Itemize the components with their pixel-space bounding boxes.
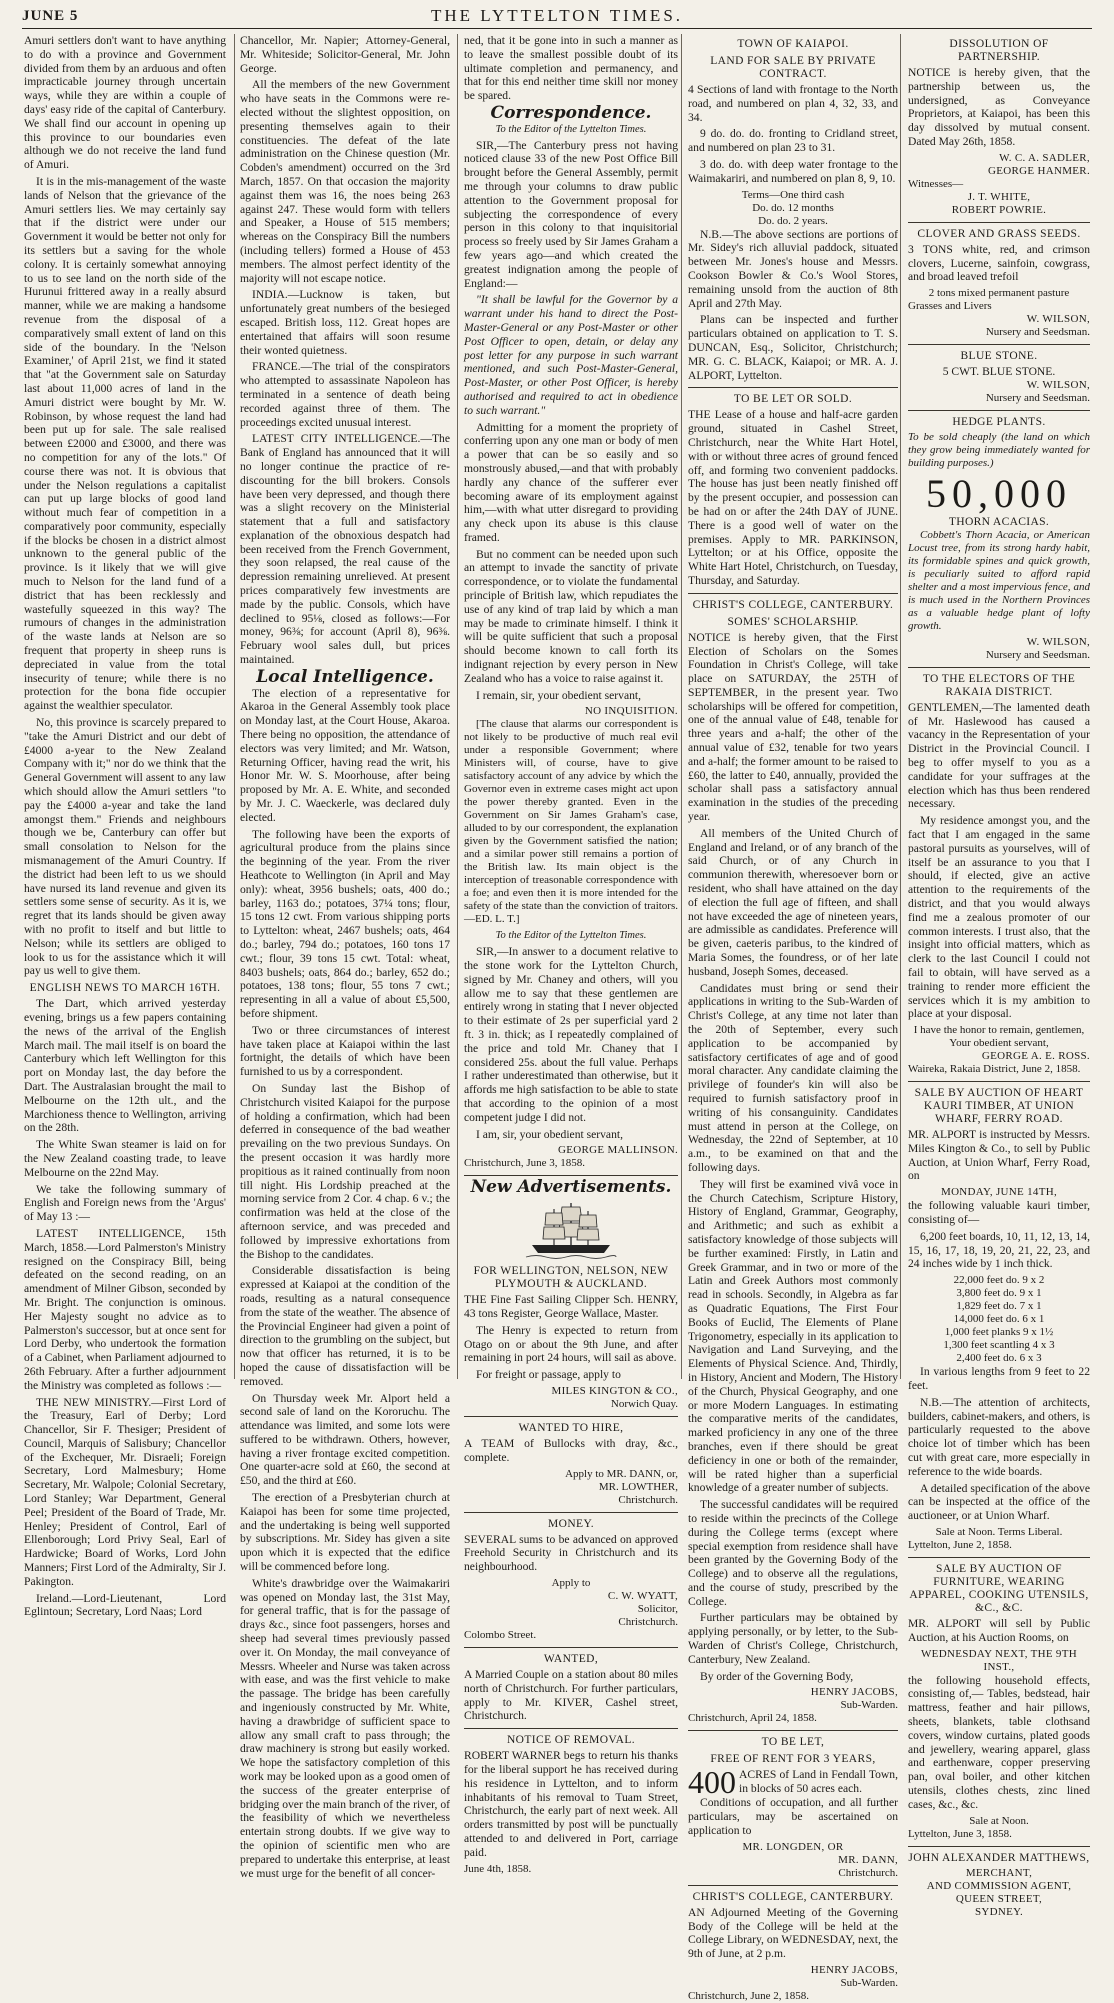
- ad-text: Sale at Noon.: [969, 1814, 1029, 1827]
- letter-date: Christchurch, June 3, 1858.: [464, 1157, 585, 1170]
- ad-heading: SALE BY AUCTION OF FURNITURE, WEARING APPAREL, COOKING UTENSILS, &C., &C.: [909, 1563, 1089, 1615]
- ad-text: THE Fine Fast Sailing Clipper Sch. HENRY, 43 tons Register, George Wallace, Master.: [464, 1293, 678, 1320]
- article-paragraph: We take the following summary of English and Foreign news from the 'Argus' of May 13 :—: [24, 1182, 226, 1224]
- ad-text: A TEAM of Bullocks with dray, &c., complete.: [464, 1436, 678, 1464]
- ad-text: The successful candidates will be required to reside within the precincts of the College during the College terms (except where special exemption from residence shall have been granted by the Governing Body of the College) and to observe all the regulations, and the course of study, prescribed by the College.: [688, 1498, 898, 1608]
- ad-date: June 4th, 1858.: [464, 1862, 532, 1875]
- ad-text: NOTICE is hereby given, that the First Election of Scholars on the Somes Foundation in Christ's College, will take place on SATURDAY, the 25TH of SEPTEMBER, in the present year. Two scholarships will be offered for competition, one of the annual value of £48, tenable for three years and a-half; the other of the annual value of £32, tenable for two years and a-half; the former amount to be raised to £60, the latter to £40, annually, provided the scholar shall pass a satisfactory annual examination in the studies of the preceding year.: [688, 630, 898, 824]
- ad-terms: Do. do. 12 months: [752, 201, 834, 214]
- ad-terms: Do. do. 2 years.: [758, 214, 828, 227]
- ad-signature: ROBERT POWRIE.: [951, 203, 1047, 216]
- letter-closing: I remain, sir, your obedient servant,: [476, 688, 642, 702]
- ad-big-number: 400: [688, 1764, 736, 1801]
- letter-paragraph: But no comment can be needed upon such an attempt to invade the sanctity of private correspondence, or to violate the fundamental principle of British law, which repudiates the use of any kind of trap laid by which a man may be made to criminate himself. I think it will be quite sufficient that such a proposal should become known to call forth its indignant rejection by every person in New Zealand who has a voice to raise against it.: [464, 547, 678, 685]
- ad-subheading: LAND FOR SALE BY PRIVATE CONTRACT.: [710, 55, 876, 80]
- ad-text: N.B.—The attention of architects, builders, cabinet-makers, and others, is particularly requested to the above choice lot of timber which has been cut with great care, more especially in reference to the wide boards.: [908, 1395, 1090, 1478]
- ad-text: the following valuable kauri timber, consisting of—: [908, 1199, 1090, 1227]
- ad-text: AND COMMISSION AGENT,: [926, 1879, 1072, 1892]
- divider: [464, 1647, 678, 1648]
- ad-signature: W. C. A. SADLER,: [999, 151, 1090, 164]
- ad-text: I have the honor to remain, gentlemen,: [913, 1024, 1085, 1037]
- ad-date: Lyttelton, June 3, 1858.: [908, 1827, 1012, 1840]
- ad-text: 3 TONS white, red, and crimson clovers, Lucerne, sainfoin, cowgrass, and broad leaved trefoil: [908, 242, 1090, 284]
- ad-address: SYDNEY.: [974, 1905, 1024, 1918]
- divider: [908, 1081, 1090, 1082]
- ad-heading: CHRIST'S COLLEGE, CANTERBURY.: [692, 598, 894, 611]
- ad-address: Norwich Quay.: [610, 1397, 678, 1410]
- timber-row: 3,800 feet do. 9 x 1: [956, 1287, 1042, 1300]
- ad-heading: TO BE LET OR SOLD.: [733, 393, 853, 406]
- ad-signature: MR. DANN,: [838, 1853, 898, 1866]
- article-paragraph: All the members of the new Government who have seats in the Commons were re-elected without the slightest opposition, on presenting themselves again to their constituencies. The defeat of the late administration on the Chinese question (Mr. Cobden's amendment) occurred on the 3rd March, 1857. On that occasion the majority against them was 16, the noes being 263 against 247. These would form with tellers and Speaker, a House of 515 members; whereas on the Conspiracy Bill the numbers (including tellers) formed a House of 453 members. The almost perfect identity of the majority will not escape notice.: [240, 78, 450, 285]
- ad-address: Christchurch.: [838, 1866, 898, 1879]
- divider: [908, 1557, 1090, 1558]
- ad-text: Further particulars may be obtained by applying personally, or by letter, to the Sub-Warden of Christ's College, Christchurch, Canterbury, New Zealand.: [688, 1611, 898, 1666]
- ad-signature: HENRY JACOBS,: [810, 1686, 898, 1699]
- divider: [908, 410, 1090, 411]
- ad-body: [688, 1764, 898, 1801]
- letter-salutation: To the Editor of the Lyttelton Times.: [495, 930, 647, 942]
- letter-paragraph: Admitting for a moment the propriety of conferring upon any one man or body of men a power that can be so easily and so monstrously abused,—and that with probably hardly any chance of the sufferer ever becoming aware of its employment against him,—with what utter disregard to providing any check upon its abuse is this clause framed.: [464, 420, 678, 544]
- header-rule: [22, 28, 1092, 29]
- ad-text: 6,200 feet boards, 10, 11, 12, 13, 14, 15, 16, 17, 18, 19, 20, 21, 22, 23, and 24 inches wide by 1 inch thick.: [908, 1229, 1090, 1271]
- divider: [464, 1728, 678, 1729]
- article-paragraph: Chancellor, Mr. Napier; Attorney-General, Mr. Whiteside; Solicitor-General, Mr. John George.: [240, 34, 450, 75]
- article-paragraph: Two or three circumstances of interest have taken place at Kaiapoi within the last fortnight, the details of which have been furnished to us by a correspondent.: [240, 1023, 450, 1079]
- ad-signature: J. T. WHITE,: [967, 190, 1031, 203]
- ad-text: My residence amongst you, and the fact that I am engaged in the same pastoral pursuits as yourselves, will of itself be an assurance to you that I should, if elected, give an active attention to the requirements of the district, and that you would always find me a zealous promoter of our common interests. I trust also, that the insight into official matters, which as clerk to the last Council I could not fail to obtain, will have served as a training to render more efficient the services which it is my ambition to place at your disposal.: [908, 814, 1090, 1021]
- ad-heading: FOR WELLINGTON, NELSON, NEW PLYMOUTH & AUCKLAND.: [473, 1265, 669, 1291]
- ad-date: WEDNESDAY NEXT, THE 9TH INST.,: [921, 1647, 1077, 1673]
- ad-heading: HEDGE PLANTS.: [952, 415, 1046, 428]
- ad-terms: Terms—One third cash: [741, 188, 845, 201]
- ad-signature: MR. LONGDEN, OR: [742, 1840, 844, 1853]
- divider: [908, 222, 1090, 223]
- ad-heading: TO BE LET,: [761, 1736, 825, 1749]
- ad-signature: W. WILSON,: [1026, 313, 1090, 326]
- ad-text: To be sold cheaply (the land on which they grow being immediately wanted for building purposes.): [908, 430, 1090, 469]
- ad-heading: SALE BY AUCTION OF HEART KAURI TIMBER, AT UNION WHARF, FERRY ROAD.: [914, 1087, 1084, 1126]
- ad-address: QUEEN STREET,: [955, 1892, 1043, 1905]
- ad-date: MONDAY, JUNE 14TH,: [940, 1186, 1058, 1199]
- ad-text: 9 do. do. do. fronting to Cridland street, and numbered on plan 23 to 31.: [688, 127, 898, 155]
- article-paragraph: FRANCE.—The trial of the conspirators who attempted to assassinate Napoleon has terminated in a sentence of death being recorded against three of them. The proceedings excited unusual interest.: [240, 360, 450, 429]
- ad-text: The Henry is expected to return from Otago on or about the 9th June, and after remaining in port 24 hours, will sail as above.: [464, 1323, 678, 1365]
- ad-heading: TOWN OF KAIAPOI.: [737, 38, 849, 50]
- ad-address: Christchurch.: [618, 1493, 678, 1506]
- letter-closing: I am, sir, your obedient servant,: [476, 1127, 623, 1141]
- divider: [908, 344, 1090, 345]
- section-heading: Local Intelligence.: [256, 666, 434, 687]
- divider: [464, 1416, 678, 1417]
- column-4: [688, 34, 898, 2003]
- ad-text: 5 CWT. BLUE STONE.: [942, 365, 1056, 379]
- article-paragraph: Amuri settlers don't want to have anything to do with a province and Government divided from them by an arduous and often impracticable journey through uncertain ways, while they are within a couple of days' easy ride of the capital of Canterbury. We shall find our account in opening up this province to our boundaries even although we do not receive the land fund of Amuri.: [24, 34, 226, 172]
- letter-paragraph: SIR,—In answer to a document relative to the stone work for the Lyttelton Church, signed by Mr. Chaney and others, will you allow me to say that these gentlemen are entirely wrong in stating that I never objected to their estimate of 2s per superficial yard 2 ft. 3 in. thick; as I repeatedly complained of the price and told Mr. Chaney that I considered 25s. about the full value. Perhaps I rather underestimated than otherwise, but it affords me high satisfaction to be able to state that according to the opinion of a most competent judge I did not.: [464, 945, 678, 1124]
- ad-text: ROBERT WARNER begs to return his thanks for the liberal support he has received during his residence in Lyttelton, and to inform inhabitants of his removal to Tuam Street, Christchurch, the early part of next week. All orders transmitted by post will be punctually attended to and delivered in Port, carriage paid.: [464, 1749, 678, 1859]
- article-paragraph: The White Swan steamer is laid on for the New Zealand coasting trade, to leave Melbourne on the 22nd May.: [24, 1138, 226, 1179]
- article-paragraph: The election of a representative for Akaroa in the General Assembly took place on Monday last, at the Court House, Akaroa. There being no opposition, the attendance of electors was very limited; and Mr. Watson, Returning Officer, having read the writ, his Honor Mr. W. S. Moorhouse, after being proposed by Mr. A. E. White, and seconded by Mr. J. C. Waeckerle, was declared duly elected.: [240, 686, 450, 824]
- article-paragraph: LATEST INTELLIGENCE, 15th March, 1858.—Lord Palmerston's Ministry resigned on the Conspiracy Bill, being defeated on the second reading, on an amendment of Milner Gibson, seconded by Mr. Bright. The conjunction is ominous. Her Majesty sought no advice as to Palmerston's successor, but at once sent for Lord Derby, who undertook the formation of a Cabinet, when Parliament adjourned to 26th February. After a further adjournment the Ministry was completed as follows :—: [24, 1226, 226, 1392]
- ad-heading: BLUE STONE.: [960, 350, 1038, 363]
- timber-row: 1,300 feet scantling 4 x 3: [943, 1339, 1055, 1352]
- ad-text: MR. ALPORT will sell by Public Auction, at his Auction Rooms, on: [908, 1617, 1090, 1644]
- column-2: [240, 34, 450, 1880]
- ad-signature: Nursery and Seedsman.: [985, 648, 1090, 661]
- divider: [688, 387, 898, 388]
- timber-row: 14,000 feet do. 6 x 1: [953, 1313, 1045, 1326]
- ad-signature: W. WILSON,: [1026, 635, 1090, 648]
- ad-signature: Solicitor,: [637, 1602, 678, 1615]
- newspaper-title: THE LYTTELTON TIMES.: [430, 6, 684, 25]
- section-heading: Correspondence.: [490, 102, 652, 123]
- ad-heading: CLOVER AND GRASS SEEDS.: [917, 227, 1081, 240]
- timber-row: 2,400 feet do. 6 x 3: [956, 1352, 1042, 1365]
- ad-text: All members of the United Church of England and Ireland, or of any branch of the said Church, or of any Church in communion therewith, wheresoever born or resident, who shall have attained on the day of election the full age of fifteen, and shall not have exceeded the age of nineteen years, are admissible as candidates. Preference will be given, caeteris paribus, to the kindred of Maria Somes, the foundress, or of her late husband, Joseph Somes, deceased.: [688, 826, 898, 978]
- ad-signature: Nursery and Seedsman.: [985, 326, 1090, 339]
- column-1: [24, 34, 226, 1619]
- ad-text: N.B.—The above sections are portions of Mr. Sidey's rich alluvial paddock, situated between Mr. Jones's house and Messrs. Cookson Bowler & Co.'s Wool Stores, remaining unsold from the auction of 8th April and 27th May.: [688, 227, 898, 310]
- ad-signature: Sub-Warden.: [840, 1699, 898, 1712]
- ad-text: For freight or passage, apply to: [476, 1368, 621, 1382]
- divider: [908, 667, 1090, 668]
- ad-signature: MILES KINGTON & CO.,: [551, 1384, 678, 1397]
- article-paragraph: The following have been the exports of agricultural produce from the plains since the beginning of the year. From the river Heathcote to Wellington (in April and May only): wheat, 3956 bushels; oats, 400 do.; barley, 1163 do.; potatoes, 37¼ tons; flour, 15 tons 12 cwt. From various shipping ports to Lyttelton: wheat, 2467 bushels; oats, 464 do.; barley, 794 do.; potatoes, 160 tons 17 cwt.; flour, 39 tons 15 cwt. Total: wheat, 8403 bushels; oats, 864 do.; barley, 652 do.; potatoes, 138 tons; flour, 55 tons 7 cwt.; representing in all a value of about £5,500, before shipment.: [240, 827, 450, 1020]
- divider: [688, 1885, 898, 1886]
- divider: [688, 1730, 898, 1731]
- ad-text: AN Adjourned Meeting of the Governing Body of the College will be held at the College Library, on WEDNESDAY, next, the 9th of June, at 2 p.m.: [688, 1905, 898, 1961]
- ad-text: They will first be examined vivâ voce in the Church Catechism, Scripture History, History of England, Grammar, Geography, and Arithmetic; and such as exhibit a satisfactory knowledge of those subjects will be further examined: Firstly, in Latin and Greek Grammar, and in two or more of the Latin and Greek Authors most commonly read in schools. Secondly, in Algebra as far as Quadratic Equations, The First Four Books of Euclid, The Elements of Plane Trigonometry, especially in its application to Navigation and Land Surveying, and the Elements of Physical Science. And, Thirdly, in History, Ancient and Modern, The History of the Church, Physical Geography, and one or more Modern Languages. In estimating the comparative merits of the candidates, marked proficiency in any one of the three branches, even if there should be great deficiency in one or both of the remainder, will be rated higher than a superficial knowledge of a greater number of subjects.: [688, 1177, 898, 1495]
- section-heading: New Advertisements.: [470, 1177, 672, 1198]
- ad-signature: C. W. WYATT,: [607, 1589, 678, 1602]
- ad-signature: Apply to MR. DANN, or,: [565, 1467, 678, 1480]
- ad-text: By order of the Governing Body,: [700, 1669, 854, 1683]
- ad-date: Lyttelton, June 2, 1858.: [908, 1539, 1012, 1552]
- article-paragraph: Ireland.—Lord-Lieutenant, Lord Eglintoun; Secretary, Lord Naas; Lord: [24, 1591, 226, 1619]
- divider: [464, 1512, 678, 1513]
- article-paragraph: Considerable dissatisfaction is being expressed at Kaiapoi at the condition of the roads, resulting as a natural consequence from the state of the weather. The absence of the Provincial Engineer had given a point of direction to the grumbling on the subject, but now that officer has returned, it is to be hoped the cause of dissatisfaction will be removed.: [240, 1264, 450, 1388]
- ad-text: Cobbett's Thorn Acacia, or American Locust tree, from its strong hardy habit, its formidable spines and quick growth, is peculiarly suited to afford rapid shelter and a most impervious fence, and is much used in the Northern Provinces as a valuable hedge plant of lofty growth.: [908, 528, 1090, 632]
- article-paragraph: The erection of a Presbyterian church at Kaiapoi has been for some time projected, and the undertaking is being well supported by subscriptions. Mr. Sidey has given a site upon which it is expected that the edifice will be commenced before long.: [240, 1491, 450, 1574]
- column-3: [464, 34, 678, 1875]
- ad-heading: NOTICE OF REMOVAL.: [506, 1734, 636, 1747]
- ad-signature: Nursery and Seedsman.: [985, 391, 1090, 404]
- ad-text: NOTICE is hereby given, that the partnership between us, the undersigned, as Conveyance Proprietors, at Kaiapoi, has been this day dissolved by mutual consent. Dated May 26th, 1858.: [908, 66, 1090, 148]
- ad-date: Christchurch, April 24, 1858.: [688, 1712, 817, 1725]
- editor-note: [The clause that alarms our correspondent is not likely to be productive of much real evil under a responsible Government; where Ministers will, of course, have to give satisfactory account of any advice by which the Governor even in extreme cases might act upon the power thereby granted. Even in the Government on Sir James Graham's case, alluded to by our correspondent, the explanation given by the Government satisfied the nation; and a similar power still remains a portion of the British law. Its main object is the interception of treasonable correspondence with a foe; and even then it is more intended for the safety of the state than the conviction of traitors.—ED. L. T.]: [464, 718, 678, 926]
- ad-text: 2 tons mixed permanent pasture: [928, 287, 1070, 300]
- ad-text: MERCHANT,: [965, 1866, 1033, 1879]
- ad-signature: MR. LOWTHER,: [598, 1480, 678, 1493]
- ad-heading: MONEY.: [548, 1517, 594, 1530]
- ad-big-number: 50,000: [926, 470, 1072, 516]
- column-5: [908, 34, 1090, 1918]
- article-paragraph: No, this province is scarcely prepared to "take the Amuri District and our debt of £4000 a-year to the New Zealand Company with it;" nor do we think that the General Government will assent to any law which should allow the Amuri settlers "to pay the £4000 a-year and take the land amongst them." Friends and neighbours though we be, Canterbury can offer but small consolation to Nelson for the mismanagement of the Amuri Country. If the district had been left to us we should have nursed its land revenue and given its settlers some sense of security. As it is, we regret that its lands should be given away with no profit to itself and but little to Nelson; while its settlers are obliged to look to us for the assistance which it will pay us well to give them.: [24, 716, 226, 978]
- ad-heading: JOHN ALEXANDER MATTHEWS,: [908, 1851, 1090, 1864]
- divider: [908, 1846, 1090, 1847]
- article-paragraph: White's drawbridge over the Waimakariri was opened on Monday last, the 31st May, for general traffic, that is for the passage of drays &c., since foot passengers, horses and sheep had several times previously passed over it. On Monday, the mail conveyance of Messrs. Wheeler and Nurse was taken across with ease, and was the first vehicle to make the passage. The bridge has been carefully and ingeniously constructed by Mr. White, having a drawbridge of sufficient space to allow any small craft to pass through; the draw machinery is strong but easily worked. We hope the satisfactory completion of this work may be looked upon as a good omen of the success of the greater enterprise of bridging over the main branch of the river, of the feasibility of which we nevertheless entertain strong doubts. If we give way to the opinion of scientific men who are prepared to undertake this enterprise, at least we must urge for the benefit of all concer-: [240, 1576, 450, 1880]
- article-paragraph: THE NEW MINISTRY.—First Lord of the Treasury, Earl of Derby; Lord Chancellor, Sir F. Thesiger; President of Council, Marquis of Salisbury; Chancellor of the Exchequer, Mr. Disraeli; Foreign Secretary, Lord Malmesbury; Home Secretary, Mr. Walpole; Colonial Secretary, Lord Stanley; War Department, General Peel; President of the Board of Trade, Mr. Henley; President of Control, Earl of Ellenborough; Lord Privy Seal, Earl of Hardwicke; Board of Works, Lord John Manners; First Lord of the Admiralty, Sir J. Pakington.: [24, 1395, 226, 1588]
- timber-row: 22,000 feet do. 9 x 2: [953, 1274, 1045, 1287]
- ad-text: Candidates must bring or send their applications in writing to the Sub-Warden of Christ's College, at any time not later than the 20th of September, every such application to be accompanied by satisfactory certificates of age and of good moral character. Any candidate claiming the privilege of founder's kin will also be required to furnish satisfactory proof in writing of his consanguinity. Candidates must attend in person at the College, on Wednesday, the 22nd of September, at 10 a.m., to be examined on that and the following days.: [688, 981, 898, 1174]
- ad-text: A detailed specification of the above can be inspected at the office of the auctioneer, or at Union Wharf.: [908, 1481, 1090, 1523]
- ship-icon: [526, 1199, 616, 1261]
- article-paragraph: It is in the mis-management of the waste lands of Nelson that the grievance of the Amuri settlers lies. We may certainly say that if the district were under our Government it would be better not only for its settlers but a saving for the whole colony. It is certainly somewhat annoying to us to see land on the north side of the Hurunui frittered away in a really absurd manner, while we are making a handsome revenue from the disposal of a comparatively small extent of land on this side of the boundary. In the 'Nelson Examiner,' of April 21st, we find it stated that "at the Government sale on Saturday last about 11,000 acres of land in the Amuri district were bought by Mr. W. Robinson, by whose request the land had been put up for sale. The sale realised between £2000 and £3000, and there was no competition for any of the lots." Of course there was not. It is obvious that under the Nelson regulations a capitalist can put up large blocks of good land without much fear of competition in a comparatively poor community, especially if the blocks be chosen in a district almost unknown to the general public of the province. Is it likely that we will give much to Nelson for the land fund of a district that has been recklessly and wastefully squeezed in this way? The rumours of changes in the administration of the waste lands at Nelson are so frequent that property in sheep runs is depreciated in value from the total insecurity of tenure; while there is no protection for the bona fide occupier against the wealthier speculator.: [24, 174, 226, 713]
- page-number: JUNE 5: [22, 8, 79, 24]
- ad-text: Sale at Noon. Terms Liberal.: [935, 1526, 1063, 1539]
- ad-signature: HENRY JACOBS,: [810, 1964, 898, 1977]
- article-paragraph: On Sunday last the Bishop of Christchurch visited Kaiapoi for the purpose of holding a confirmation, which had been deferred in consequence of the bad weather prevailing on the two previous Sundays. On the present occasion it was hardly more propitious as it rained continually from noon till night. His Lordship preached at the morning service from 2 Cor. 4 chap. 6 v.; the confirmation was held at the close of the afternoon service, and was preceded and followed by impressive exhortations from the Bishop to the candidates.: [240, 1081, 450, 1261]
- ad-signature: GEORGE A. E. ROSS.: [981, 1050, 1090, 1063]
- ad-text: Grasses and Livers: [908, 300, 992, 313]
- ad-subheading: FREE OF RENT FOR 3 YEARS,: [710, 1753, 876, 1766]
- article-paragraph: INDIA.—Lucknow is taken, but unfortunately great numbers of the besieged escaped. British loss, 112. Great hopes are entertained that affairs will soon resume their wonted quietness.: [240, 288, 450, 357]
- timber-row: 1,000 feet planks 9 x 1½: [944, 1326, 1054, 1339]
- ad-text: ACRES of Land in Fendall Town, in blocks of 50 acres each.: [739, 1768, 898, 1796]
- letter-salutation: To the Editor of the Lyttelton Times.: [495, 123, 647, 135]
- ad-signature: GEORGE HANMER.: [988, 164, 1090, 177]
- ad-address: Colombo Street.: [464, 1628, 537, 1641]
- ad-signature: W. WILSON,: [1026, 378, 1090, 391]
- article-paragraph: On Thursday week Mr. Alport held a second sale of land on the Kororuchu. The attendance was limited, and some lots were suffered to be withdrawn. Others, however, having a river frontage excited competition. One quarter-acre sold at £60, the second at £50, and the third at £60.: [240, 1391, 450, 1488]
- ad-subheading: SOMES' SCHOLARSHIP.: [727, 615, 859, 628]
- section-heading: ENGLISH NEWS TO MARCH 16TH.: [29, 982, 221, 995]
- page-header: [22, 6, 1092, 28]
- ad-heading: WANTED TO HIRE,: [518, 1421, 624, 1434]
- ad-text: GENTLEMEN,—The lamented death of Mr. Haslewood has caused a vacancy in the Representation of your District in the Provincial Council. I beg to offer myself to you as a candidate for your suffrages at the election which has thus been rendered necessary.: [908, 700, 1090, 811]
- divider: [688, 593, 898, 594]
- ad-heading: WANTED,: [543, 1652, 599, 1665]
- ad-text: MR. ALPORT is instructed by Messrs. Miles Kington & Co., to sell by Public Auction, at Union Wharf, Ferry Road, on: [908, 1128, 1090, 1183]
- ad-text: Your obedient servant,: [949, 1037, 1049, 1050]
- letter-signature: NO INQUISITION.: [584, 705, 678, 718]
- ad-text: THE Lease of a house and half-acre garden ground, situated in Cashel Street, Christchurch, near the White Hart Hotel, with or without three acres of ground fenced off, and forming two convenient paddocks. The house has just been neatly finished off by the present occupier, and possession can be had on or after the 24th DAY of JUNE. There is a good well of water on the premises. Apply to MR. PARKINSON, Lyttelton; or at his Office, opposite the White Hart Hotel, Christchurch, on Tuesday, Thursday, and Saturday.: [688, 408, 898, 587]
- ad-date: Waireka, Rakaia District, June 2, 1858.: [908, 1063, 1081, 1076]
- article-paragraph: The Dart, which arrived yesterday evening, brings us a few papers containing the news of the arrival of the English March mail. The mail itself is on board the Canterbury which left Wellington for this port on Monday last, the day before the Dart. The Australasian brought the mail to Melbourne on the 12th ult., and the Marchioness thence to Wellington, arriving on the 28th.: [24, 997, 226, 1135]
- divider: [464, 1175, 678, 1176]
- ad-text: Apply to: [551, 1576, 591, 1589]
- ad-text: Conditions of occupation, and all further particulars, may be ascertained on application to: [688, 1796, 898, 1838]
- ad-date: Christchurch, June 2, 1858.: [688, 1990, 809, 2003]
- letter-signature: GEORGE MALLINSON.: [558, 1144, 678, 1157]
- ad-subheading: THORN ACACIAS.: [948, 514, 1050, 528]
- letter-paragraph: SIR,—The Canterbury press not having noticed clause 33 of the new Post Office Bill brought before the General Assembly, permit me through your columns to draw public attention to the Government proposal for subjecting the correspondence of every person in this colony to that inquisitorial process so freely used by Sir James Graham a few years ago—and which created the greatest indignation among the people of England:—: [464, 138, 678, 290]
- ad-text: 3 do. do. with deep water frontage to the Waimakariri, and numbered on plan 8, 9, 10.: [688, 157, 898, 185]
- ad-address: Christchurch.: [618, 1615, 678, 1628]
- ad-text: Witnesses—: [908, 177, 964, 190]
- ad-heading: TO THE ELECTORS OF THE RAKAIA DISTRICT.: [922, 672, 1076, 698]
- ad-heading: DISSOLUTION OF PARTNERSHIP.: [949, 38, 1049, 63]
- ad-text: 4 Sections of land with frontage to the North road, and numbered on plan 4, 32, 33, and 34.: [688, 83, 898, 124]
- ad-heading: CHRIST'S COLLEGE, CANTERBURY.: [692, 1890, 894, 1903]
- timber-row: 1,829 feet do. 7 x 1: [956, 1300, 1042, 1313]
- ad-text: SEVERAL sums to be advanced on approved Freehold Security in Christchurch and its neighbourhood.: [464, 1532, 678, 1574]
- ad-signature: Sub-Warden.: [840, 1977, 898, 1990]
- ad-text: A Married Couple on a station about 80 miles north of Christchurch. For further particulars, apply to Mr. KIVER, Cashel street, Christchurch.: [464, 1667, 678, 1723]
- ad-text: In various lengths from 9 feet to 22 feet.: [908, 1365, 1090, 1393]
- ad-text: the following household effects, consisting of,— Tables, bedstead, hair mattress, feather and hair pillows, sheets, blankets, table clothsand covers, window curtains, plated goods and jewellery, wearing apparel, glass and earthenware, copper preserving pan, oval boiler, and other kitchen utensils, clothes chests, zinc lined cases, &c., &c.: [908, 1673, 1090, 1811]
- ad-text: Plans can be inspected and further particulars obtained on application to T. S. DUNCAN, Esq., Solicitor, Christchurch; MR. G. C. BLACK, Kaiapoi; or MR. A. J. ALPORT, Lyttelton.: [688, 313, 898, 382]
- letter-paragraph: "It shall be lawful for the Governor by a warrant under his hand to direct the Post-Master-General or any Post-Master or other Post Officer to open, detain, or delay any post letter for any purpose in such warrant mentioned, and such Post-Master-General, Post-Master, or other Post Officer, is hereby authorised and required to act in obedience to such warrant.": [464, 293, 678, 417]
- article-paragraph: LATEST CITY INTELLIGENCE.—The Bank of England has announced that it will no longer continue the practice of re-discounting for the bill brokers. Consols have been very depressed, and though there was a slight recovery on the Ministerial statement that a full and satisfactory explanation of the obnoxious despatch had been received from the French Government, they soon relapsed, the real cause of the depression remaining unrelieved. At present prices comparatively few investments are made by the public. Consols, which have declined to 95⅛, closed as follows:—For money, 96⅜; for account (April 8), 96⅜. February wool sales dull, but prices maintained.: [240, 432, 450, 667]
- article-paragraph: ned, that it be gone into in such a manner as to leave the smallest possible doubt of its ultimate completion and permanency, and that for this end neither time skill nor money be spared.: [464, 34, 678, 103]
